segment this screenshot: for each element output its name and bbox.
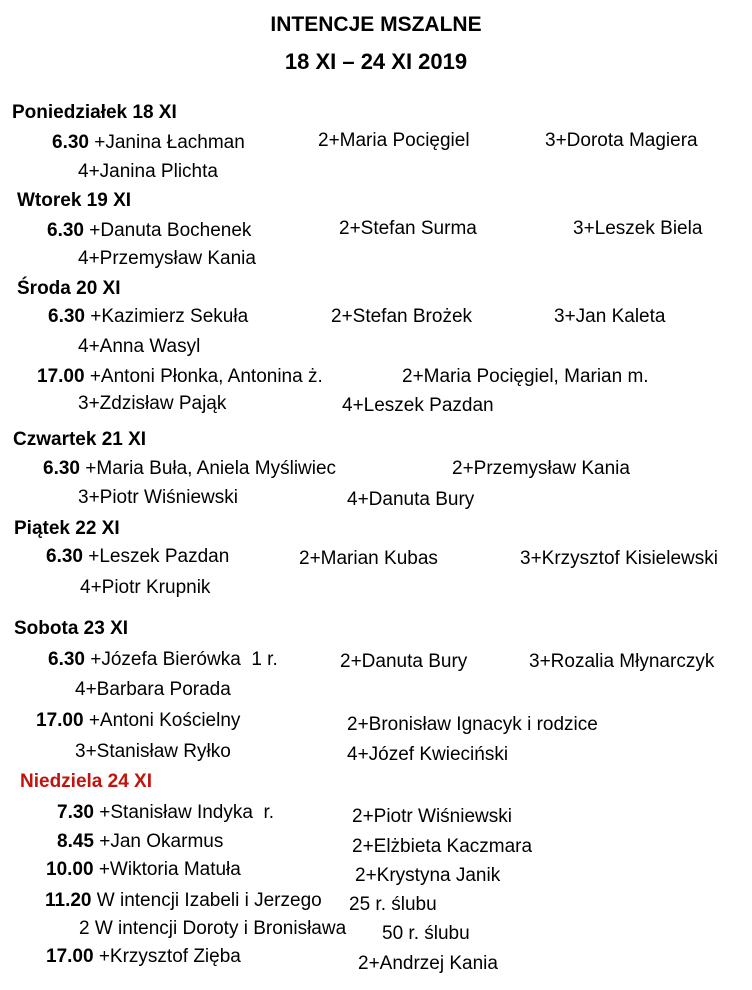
intention: 2 W intencji Doroty i Bronisława [79, 918, 347, 939]
intention: +Leszek Pazdan [88, 546, 230, 567]
intention: +Kazimierz Sekuła [90, 306, 249, 327]
intention: +Jan Okarmus [99, 831, 224, 852]
intention: 2+Piotr Wiśniewski [352, 806, 512, 827]
anniversary-note: 25 r. ślubu [349, 894, 437, 915]
intention: 4+Janina Plichta [78, 161, 218, 182]
intention: 3+Dorota Magiera [545, 130, 698, 151]
intention: 2+Stefan Brożek [331, 306, 473, 327]
date-range: 18 XI – 24 XI 2019 [284, 49, 468, 74]
intention: 4+Anna Wasyl [78, 336, 201, 357]
intention: +Krzysztof Zięba [98, 946, 241, 967]
mass-row [57, 802, 274, 824]
anniversary-note: 50 r. ślubu [382, 923, 470, 944]
intention: +Józefa Bierówka [90, 649, 241, 670]
intention: 4+Piotr Krupnik [80, 577, 211, 598]
intention: +Maria Buła, Aniela Myśliwiec [85, 458, 337, 479]
intention: 4+Danuta Bury [347, 489, 475, 510]
mass-time: 8.45 [57, 831, 94, 852]
mass-row [46, 859, 241, 881]
mass-row [45, 890, 322, 912]
intention: 4+Józef Kwieciński [347, 744, 509, 765]
intention: 2+Danuta Bury [340, 651, 468, 672]
day-heading-saturday: Sobota 23 XI [14, 618, 129, 639]
intention: 3+Leszek Biela [573, 218, 703, 239]
intention: 2+Stefan Surma [339, 218, 477, 239]
page-title: INTENCJE MSZALNE [270, 13, 482, 36]
mass-time: 6.30 [48, 649, 85, 670]
mass-time: 6.30 [46, 546, 83, 567]
day-heading-tuesday: Wtorek 19 XI [17, 190, 132, 211]
mass-row [36, 710, 240, 732]
anniversary-note: 1 r. [251, 649, 278, 670]
mass-time: 17.00 [36, 710, 84, 731]
intention: 2+Maria Pocięgiel, Marian m. [402, 366, 649, 387]
intention: 2+Marian Kubas [299, 548, 438, 569]
mass-time: 6.30 [48, 306, 85, 327]
intention: 3+Zdzisław Pająk [78, 393, 227, 414]
mass-row [52, 132, 245, 154]
mass-row [48, 649, 278, 671]
mass-time: 7.30 [57, 802, 94, 823]
mass-time: 17.00 [37, 366, 85, 387]
intention: +Antoni Płonka, Antonina ż. [89, 366, 323, 387]
intention: +Antoni Kościelny [88, 710, 241, 731]
mass-row [46, 546, 229, 568]
intention: 3+Piotr Wiśniewski [78, 487, 238, 508]
anniversary-note: r. [263, 802, 275, 823]
mass-time: 17.00 [46, 946, 94, 967]
mass-time: 6.30 [43, 458, 80, 479]
intention: 2+Przemysław Kania [452, 458, 630, 479]
day-heading-monday: Poniedziałek 18 XI [12, 102, 177, 123]
intention: +Wiktoria Matuła [98, 859, 241, 880]
intention: 3+Krzysztof Kisielewski [520, 548, 718, 569]
mass-row [47, 220, 251, 242]
intention: +Danuta Bochenek [89, 220, 252, 241]
intention: 4+Barbara Porada [75, 679, 231, 700]
intention: 2+Bronisław Ignacyk i rodzice [347, 714, 598, 735]
day-heading-sunday: Niedziela 24 XI [20, 771, 153, 792]
mass-time: 11.20 [45, 890, 92, 911]
intention: 3+Rozalia Młynarczyk [529, 651, 715, 672]
mass-time: 6.30 [47, 220, 84, 241]
mass-row [43, 458, 336, 480]
mass-row [48, 306, 248, 328]
intention: +Janina Łachman [94, 132, 245, 153]
mass-time: 6.30 [52, 132, 89, 153]
intention: 2+Maria Pocięgiel [318, 130, 470, 151]
intention: 2+Andrzej Kania [358, 953, 498, 974]
mass-time: 10.00 [46, 859, 94, 880]
intention: 2+Krystyna Janik [355, 865, 501, 886]
intention: +Stanisław Indyka [99, 802, 253, 823]
mass-row [57, 831, 223, 853]
intention: 2+Elżbieta Kaczmara [352, 836, 533, 857]
mass-row [37, 366, 323, 388]
mass-row [46, 946, 241, 968]
intention: 4+Leszek Pazdan [342, 395, 494, 416]
intention: 3+Jan Kaleta [554, 306, 666, 327]
day-heading-thursday: Czwartek 21 XI [13, 429, 147, 450]
day-heading-wednesday: Środa 20 XI [17, 278, 121, 299]
day-heading-friday: Piątek 22 XI [14, 518, 120, 539]
intention: W intencji Izabeli i Jerzego [96, 890, 322, 911]
intention: 4+Przemysław Kania [78, 248, 256, 269]
intention: 3+Stanisław Ryłko [75, 741, 231, 762]
